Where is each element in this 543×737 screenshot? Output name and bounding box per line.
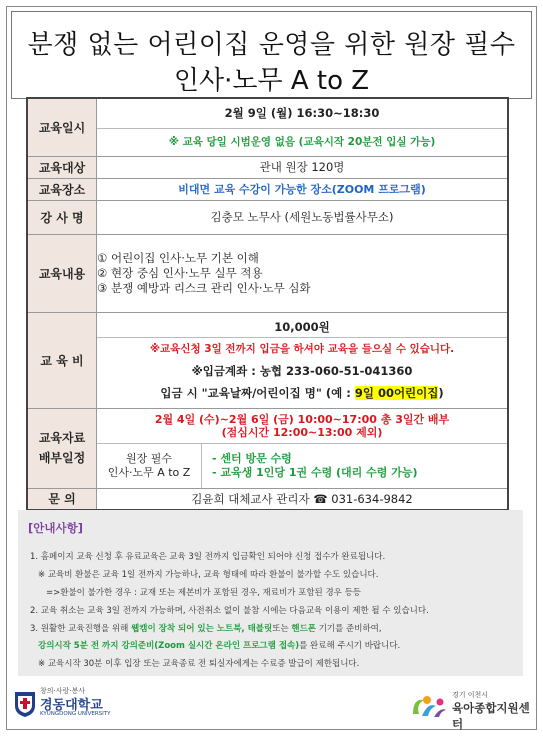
- content-item: ② 현장 중심 인사·노무 실무 적용: [97, 265, 263, 280]
- material-schedule-line2: (점심시간 12:00~13:00 제외): [221, 425, 383, 439]
- lecturer-label: 강 사 명: [27, 200, 97, 234]
- center-logo: [410, 690, 535, 731]
- notice-line: [30, 622, 382, 634]
- place-label: 교육장소: [27, 178, 97, 200]
- material-method: - 센터 방문 수령: [212, 451, 292, 465]
- university-name: 경동대학교: [40, 698, 103, 713]
- lecturer-value: 김충모 노무사 (세원노동법률사무소): [97, 200, 509, 234]
- contact-label: 문 의: [27, 488, 97, 510]
- material-item-line2: 인사·노무 A to Z: [107, 465, 191, 479]
- fee-memo-suffix: ): [438, 385, 444, 400]
- notice-line: ※ 교육비 환불은 교육 1일 전까지 가능하나, 교육 형태에 따라 환불이 불가할 수도 있습니다.: [38, 570, 379, 580]
- contact-value: 김윤희 대체교사 관리자 ☎ 031-634-9842: [97, 488, 509, 510]
- material-label-line2: 배부일정: [38, 451, 86, 465]
- notice-line: =>환불이 불가한 경우 : 교재 또는 제본비가 포함된 경우, 재료비가 포함된 경우 등등: [46, 588, 361, 598]
- fee-label: 교 육 비: [27, 312, 97, 408]
- content-list: [97, 234, 509, 312]
- notice-title: [안내사항]: [28, 521, 83, 535]
- university-crest-icon: [14, 690, 36, 718]
- info-table: [26, 97, 509, 511]
- material-method: - 교육생 1인당 1권 수령 (대리 수령 가능): [212, 465, 418, 479]
- notice-highlight: 웹캠이 장착 되어 있는 노트북, 태블릿: [131, 624, 273, 634]
- target-label: 교육대상: [27, 156, 97, 178]
- content-item: ① 어린이집 인사·노무 기본 이해: [97, 250, 259, 265]
- notice-text: 를 완료해 주시기 바랍니다.: [299, 641, 401, 651]
- date-main: 2월 9일 (월) 16:30~18:30: [224, 106, 380, 121]
- notice-text: 3. 원활한 교육진행을 위해: [30, 624, 132, 634]
- fee-memo-example: 9일 00어린이집: [354, 385, 439, 400]
- center-name: 육아종합지원센터: [452, 701, 530, 731]
- material-item: [97, 444, 202, 488]
- notice-line: 1. 홈페이지 교육 신청 후 유료교육은 교육 3일 전까지 입금확인 되어야 신청 접수가 완료됩니다.: [30, 552, 386, 562]
- target-value: 관내 원장 120명: [97, 156, 509, 178]
- date-note: ※ 교육 당일 시범운영 없음 (교육시작 20분전 입실 가능): [97, 128, 507, 154]
- center-emblem-icon: [410, 692, 448, 720]
- notice-text: 기기를 준비하여,: [316, 624, 382, 634]
- fee-account: ※입금계좌 : 농협 233-060-51-041360: [191, 363, 413, 378]
- university-name-en: KYUNGDONG UNIVERSITY: [40, 711, 111, 717]
- material-item-line1: 원장 필수: [125, 451, 172, 465]
- page-title-line1: 분쟁 없는 어린이집 운영을 위한 원장 필수: [27, 30, 516, 60]
- date-label: 교육일시: [27, 98, 97, 156]
- material-label: [27, 408, 97, 488]
- material-schedule-line1: 2월 4일 (수)~2월 6일 (금) 10:00~17:00 총 3일간 배부: [154, 412, 450, 426]
- fee-memo: [97, 382, 507, 406]
- notice-line: 2. 교육 취소는 교육 3일 전까지 가능하며, 사전취소 없이 불참 시에는 다음교육 이용이 제한 될 수 있습니다.: [30, 606, 429, 616]
- material-label-line1: 교육자료: [38, 431, 86, 445]
- fee-amount: 10,000원: [274, 319, 330, 334]
- notice-highlight: 핸드폰: [291, 624, 316, 634]
- notice-line: [38, 639, 400, 651]
- fee-warning: ※교육신청 3일 전까지 입금을 하셔야 교육을 들으실 수 있습니다.: [97, 337, 507, 360]
- notice-box: [18, 510, 523, 676]
- footer: [0, 686, 543, 731]
- fee-memo-prefix: 입금 시 "교육날짜/어린이집 명" (예 :: [160, 385, 355, 400]
- title-box: [11, 11, 532, 99]
- center-region: 경기 이천시: [452, 691, 489, 699]
- material-methods: [202, 444, 418, 488]
- place-value: 비대면 교육 수강이 가능한 장소(ZOOM 프로그램): [97, 178, 509, 200]
- notice-line: ※ 교육시작 30분 이후 입장 또는 교육종료 전 퇴실자에게는 수료증 발급이 제한됩니다.: [38, 659, 360, 669]
- notice-highlight: 강의시작 5분 전 까지 강의준비(Zoom 실시간 온라인 프로그램 접속): [38, 641, 300, 651]
- content-label: 교육내용: [27, 234, 97, 312]
- content-item: ③ 분쟁 예방과 리스크 관리 인사·노무 심화: [97, 280, 311, 295]
- notice-text: 또는: [272, 624, 292, 634]
- kyungdong-logo: [14, 686, 164, 722]
- university-motto: 창의·사랑·봉사: [40, 687, 86, 695]
- page-title-line2: 인사·노무 A to Z: [173, 66, 370, 96]
